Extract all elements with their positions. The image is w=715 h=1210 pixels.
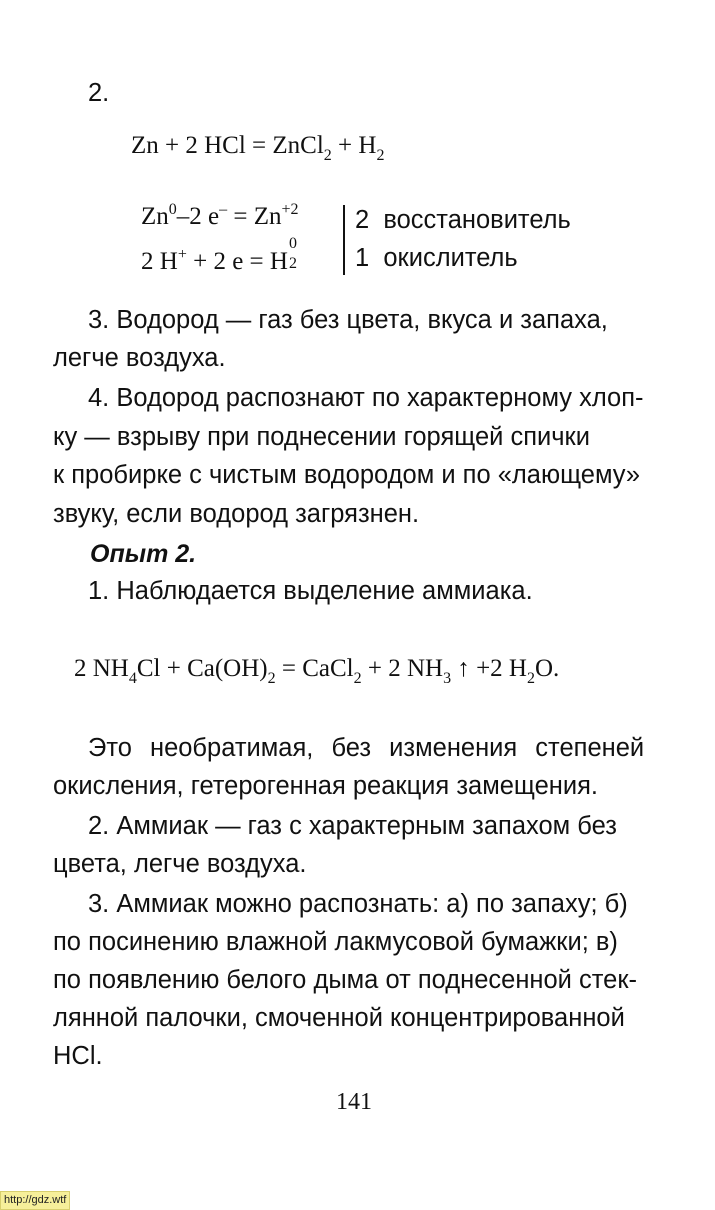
- ammonia-item1: 1. Наблюдается выделение аммиака.: [88, 577, 533, 605]
- redox-coef-zinc: 2 восстановитель: [355, 206, 571, 234]
- reaction-description-line2: окисления, гетерогенная реакция замещения.: [53, 772, 599, 800]
- hydrogen-item3-line1: 3. Водород — газ без цвета, вкуса и запаха,: [88, 306, 608, 334]
- electron-balance-divider: [343, 205, 345, 275]
- redox-coef-hydrogen: 1 окислитель: [355, 244, 518, 272]
- ammonia-item3-line1: 3. Аммиак можно распознать: а) по запаху; б): [88, 890, 628, 918]
- experiment-heading: Опыт 2.: [90, 540, 197, 568]
- ammonia-item3-line4: лянной палочки, смоченной концентрированной: [53, 1004, 625, 1032]
- ammonia-item3-line5: HCl.: [53, 1042, 103, 1070]
- redox-half-reaction-zinc: Zn$^0$–2 $e^- = Zn^{+2}$: [141, 201, 299, 230]
- redox-half-reaction-hydrogen: 2 H+ + 2 e = H 0 2: [141, 235, 297, 275]
- task-number: 2.: [88, 79, 110, 107]
- ammonia-equation: 2 $NH_4Cl + Ca(OH)_2$ = CaCl$_2$ + 2 $NH_3$ ↑ +2 $H_2O$.: [74, 655, 560, 687]
- zn-hcl-equation: Zn + 2 HCl = ZnCl$_2$ + $H_2$: [131, 132, 385, 164]
- ammonia-item2-line2: цвета, легче воздуха.: [53, 850, 307, 878]
- ammonia-item3-line3: по появлению белого дыма от поднесенной стек-: [53, 966, 637, 994]
- hydrogen-item3-line2: легче воздуха.: [53, 344, 226, 372]
- ammonia-item3-line2: по посинению влажной лакмусовой бумажки; в): [53, 928, 618, 956]
- hydrogen-item4-line4: звуку, если водород загрязнен.: [53, 500, 420, 528]
- watermark-link[interactable]: http://gdz.wtf: [0, 1191, 70, 1210]
- page-number: 141: [336, 1089, 372, 1115]
- hydrogen-item4-line2: ку — взрыву при поднесении горящей спички: [53, 423, 590, 451]
- reducer-label: восстановитель: [383, 206, 571, 234]
- reaction-description-line1: Это необратимая, без изменения степеней: [88, 734, 645, 762]
- hydrogen-item4-line3: к пробирке с чистым водородом и по «лающему»: [53, 461, 640, 489]
- oxidizer-label: окислитель: [383, 244, 518, 272]
- hydrogen-item4-line1: 4. Водород распознают по характерному хлоп-: [88, 384, 644, 412]
- ammonia-item2-line1: 2. Аммиак — газ с характерным запахом без: [88, 812, 617, 840]
